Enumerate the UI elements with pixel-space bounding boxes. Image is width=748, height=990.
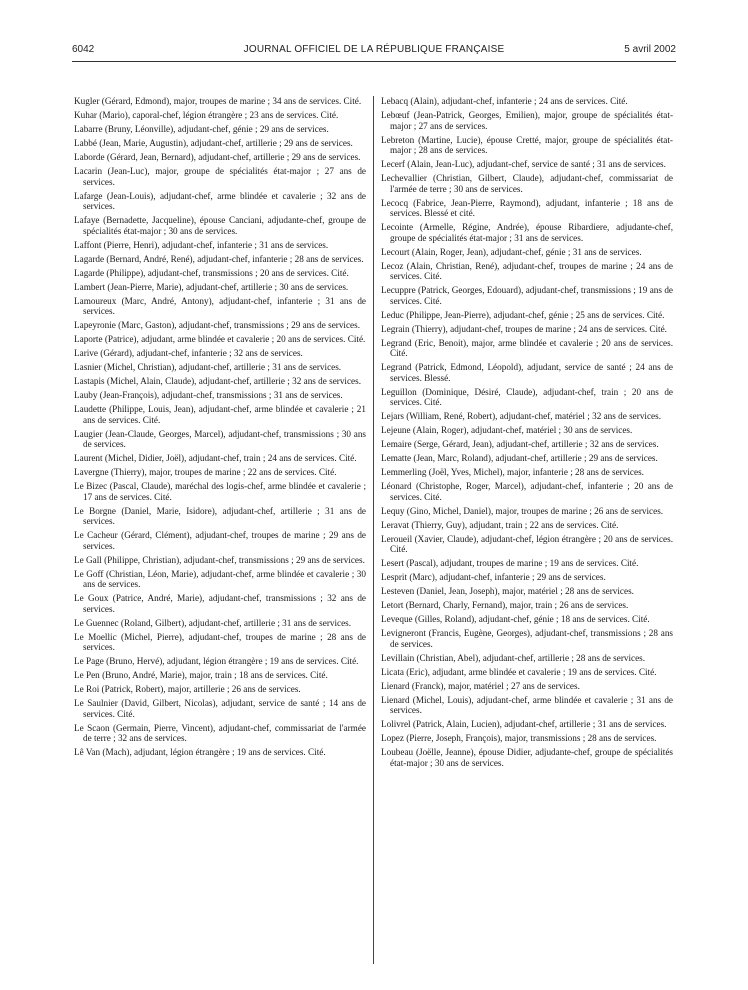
decoration-entry: Kugler (Gérard, Edmond), major, troupes de marine ; 34 ans de services. Cité.: [74, 96, 362, 106]
column-divider: [373, 96, 374, 964]
decoration-entry: Lavergne (Thierry), major, troupes de marine ; 22 ans de services. Cité.: [74, 467, 337, 477]
left-column: [74, 96, 366, 761]
decoration-entry: Laporte (Patrice), adjudant, arme blindée et cavalerie ; 20 ans de services. Cité.: [74, 334, 366, 344]
decoration-entry: Laugier (Jean-Claude, Georges, Marcel), adjudant-chef, transmissions ; 30 ans de services.: [74, 428, 366, 449]
decoration-entry: Lesert (Pascal), adjudant, troupes de marine ; 19 ans de services. Cité.: [381, 558, 639, 568]
page-header: [72, 44, 676, 58]
decoration-entry: Leguillon (Dominique, Désiré, Claude), adjudant-chef, train ; 20 ans de services. Cité.: [381, 386, 673, 407]
decoration-entry: Lechevallier (Christian, Gilbert, Claude), adjudant-chef, commissariat de l'armée de terre ; 30 ans de services.: [381, 173, 673, 194]
decoration-entry: Le Roi (Patrick, Robert), major, artillerie ; 26 ans de services.: [74, 684, 301, 694]
decoration-entry: Loubeau (Joëlle, Jeanne), épouse Didier, adjudante-chef, groupe de spécialités état-major ; 30 ans de services.: [381, 747, 673, 768]
decoration-entry: Lemmerling (Joël, Yves, Michel), major, infanterie ; 28 ans de services.: [381, 467, 644, 477]
decoration-entry: Lafarge (Jean-Louis), adjudant-chef, arme blindée et cavalerie ; 32 ans de services.: [74, 190, 366, 211]
decoration-entry: Licata (Eric), adjudant, arme blindée et cavalerie ; 19 ans de services. Cité.: [381, 666, 657, 677]
decoration-entry: Le Guennec (Roland, Gilbert), adjudant-chef, artillerie ; 31 ans de services.: [74, 617, 352, 628]
decoration-entry: Laffont (Pierre, Henri), adjudant-chef, infanterie ; 31 ans de services.: [74, 239, 329, 250]
decoration-entry: Lebœuf (Jean-Patrick, Georges, Emilien), major, groupe de spécialités état-major ; 27 ans de services.: [381, 110, 673, 131]
right-column: [381, 96, 673, 772]
decoration-entry: Labbé (Jean, Marie, Augustin), adjudant-chef, artillerie ; 29 ans de services.: [74, 138, 353, 148]
page-number: 6042: [72, 44, 95, 55]
decoration-entry: Lafaye (Bernadette, Jacqueline), épouse Canciani, adjudante-chef, groupe de spécialités état-major ; 30 ans de services.: [74, 215, 366, 236]
decoration-entry: Leveque (Gilles, Roland), adjudant-chef, génie ; 18 ans de services. Cité.: [381, 614, 650, 624]
decoration-entry: Leravat (Thierry, Guy), adjudant, train ; 22 ans de services. Cité.: [381, 519, 619, 530]
decoration-entry: Lequy (Gino, Michel, Daniel), major, troupes de marine ; 26 ans de services.: [381, 505, 664, 516]
decoration-entry: Le Page (Bruno, Hervé), adjudant, légion étrangère ; 19 ans de services. Cité.: [74, 656, 359, 666]
decoration-entry: Lamoureux (Marc, André, Antony), adjudant-chef, infanterie ; 31 ans de services.: [74, 295, 366, 316]
publication-date: 5 avril 2002: [624, 44, 676, 55]
decoration-entry: Lacarin (Jean-Luc), major, groupe de spécialités état-major ; 27 ans de services.: [74, 166, 366, 187]
decoration-entry: Lienard (Michel, Louis), adjudant-chef, arme blindée et cavalerie ; 31 ans de services.: [381, 694, 673, 715]
journal-title: JOURNAL OFFICIEL DE LA RÉPUBLIQUE FRANÇAISE: [243, 44, 505, 55]
decoration-entry: Leduc (Philippe, Jean-Pierre), adjudant-chef, génie ; 25 ans de services. Cité.: [381, 309, 665, 320]
decoration-entry: Le Pen (Bruno, André, Marie), major, train ; 18 ans de services. Cité.: [74, 670, 328, 680]
decoration-entry: Lambert (Jean-Pierre, Marie), adjudant-chef, artillerie ; 30 ans de services.: [74, 281, 349, 292]
decoration-entry: Lematte (Jean, Marc, Roland), adjudant-chef, artillerie ; 29 ans de services.: [381, 453, 658, 463]
decoration-entry: Lopez (Pierre, Joseph, François), major, transmissions ; 28 ans de services.: [381, 733, 657, 743]
decoration-entry: Lastapis (Michel, Alain, Claude), adjudant-chef, artillerie ; 32 ans de services.: [74, 376, 362, 386]
decoration-entry: Lasnier (Michel, Christian), adjudant-chef, artillerie ; 31 ans de services.: [74, 362, 342, 372]
decoration-entry: Larive (Gérard), adjudant-chef, infanterie ; 32 ans de services.: [74, 348, 303, 358]
decoration-entry: Levigneront (Francis, Eugène, Georges), adjudant-chef, transmissions ; 28 ans de services.: [381, 628, 673, 649]
decoration-entry: Legrand (Patrick, Edmond, Léopold), adjudant, service de santé ; 24 ans de services. Blessé.: [381, 362, 673, 383]
decoration-entry: Lebreton (Martine, Lucie), épouse Cretté, major, groupe de spécialités état-major ; 28 ans de services.: [381, 134, 673, 155]
decoration-entry: Lejars (William, René, Robert), adjudant-chef, matériel ; 32 ans de services.: [381, 411, 661, 421]
decoration-entry: Le Gall (Philippe, Christian), adjudant-chef, transmissions ; 29 ans de services.: [74, 554, 365, 565]
decoration-entry: Lagarde (Bernard, André, René), adjudant-chef, infanterie ; 28 ans de services.: [74, 253, 364, 264]
decoration-entry: Le Saulnier (David, Gilbert, Nicolas), adjudant, service de santé ; 14 ans de services. Cité.: [74, 698, 366, 719]
decoration-entry: Le Scaon (Germain, Pierre, Vincent), adjudant-chef, commissariat de l'armée de terre ; 32 ans de services.: [74, 722, 366, 743]
decoration-entry: Le Bizec (Pascal, Claude), maréchal des logis-chef, arme blindée et cavalerie ; 17 ans de services. Cité.: [74, 481, 366, 502]
decoration-entry: Le Moellic (Michel, Pierre), adjudant-chef, troupes de marine ; 28 ans de services.: [74, 631, 366, 652]
decoration-entry: Lesteven (Daniel, Jean, Joseph), major, matériel ; 28 ans de services.: [381, 586, 634, 596]
decoration-entry: Leroueil (Xavier, Claude), adjudant-chef, légion étrangère ; 20 ans de services. Cité.: [381, 533, 673, 554]
decoration-entry: Lecointe (Armelle, Régine, Andrée), épouse Ribardiere, adjudante-chef, groupe de spécialités état-major ; 31 ans de services.: [381, 222, 673, 243]
decoration-entry: Lienard (Franck), major, matériel ; 27 ans de services.: [381, 680, 580, 691]
decoration-entry: Lapeyronie (Marc, Gaston), adjudant-chef, transmissions ; 29 ans de services.: [74, 320, 361, 330]
decoration-entry: Legrain (Thierry), adjudant-chef, troupes de marine ; 24 ans de services. Cité.: [381, 323, 667, 334]
decoration-entry: Legrand (Eric, Benoit), major, arme blindée et cavalerie ; 20 ans de services. Cité.: [381, 337, 673, 358]
decoration-entry: Lecocq (Fabrice, Jean-Pierre, Raymond), adjudant, infanterie ; 18 ans de services. Blessé et cité.: [381, 197, 673, 218]
decoration-entry: Lemaire (Serge, Gérard, Jean), adjudant-chef, artillerie ; 32 ans de services.: [381, 439, 659, 449]
decoration-entry: Le Borgne (Daniel, Marie, Isidore), adjudant-chef, artillerie ; 31 ans de services.: [74, 505, 366, 526]
decoration-entry: Lauby (Jean-François), adjudant-chef, transmissions ; 31 ans de services.: [74, 390, 343, 400]
decoration-entry: Labarre (Bruny, Léonville), adjudant-chef, génie ; 29 ans de services.: [74, 124, 329, 134]
decoration-entry: Levillain (Christian, Abel), adjudant-chef, artillerie ; 28 ans de services.: [381, 652, 646, 663]
decoration-entry: Kuhar (Mario), caporal-chef, légion étrangère ; 23 ans de services. Cité.: [74, 110, 339, 120]
decoration-entry: Lecourt (Alain, Roger, Jean), adjudant-chef, génie ; 31 ans de services.: [381, 246, 642, 257]
decoration-entry: Le Cacheur (Gérard, Clément), adjudant-chef, troupes de marine ; 29 ans de services.: [74, 530, 366, 551]
decoration-entry: Léonard (Christophe, Roger, Marcel), adjudant-chef, infanterie ; 20 ans de services. Cité.: [381, 481, 673, 502]
decoration-entry: Laurent (Michel, Didier, Joël), adjudant-chef, train ; 24 ans de services. Cité.: [74, 453, 357, 463]
decoration-entry: Lecuppre (Patrick, Georges, Edouard), adjudant-chef, transmissions ; 19 ans de services. Cité.: [381, 285, 673, 306]
decoration-entry: Le Goff (Christian, Léon, Marie), adjudant-chef, arme blindée et cavalerie ; 30 ans de services.: [74, 568, 366, 589]
decoration-entry: Lê Van (Mach), adjudant, légion étrangère ; 19 ans de services. Cité.: [74, 747, 326, 757]
decoration-entry: Laborde (Gérard, Jean, Bernard), adjudant-chef, artillerie ; 29 ans de services.: [74, 152, 361, 162]
decoration-entry: Lecoz (Alain, Christian, René), adjudant-chef, troupes de marine ; 24 ans de services. Cité.: [381, 260, 673, 281]
header-rule: [72, 61, 676, 62]
decoration-entry: Lebacq (Alain), adjudant-chef, infanterie ; 24 ans de services. Cité.: [381, 96, 628, 106]
decoration-entry: Laudette (Philippe, Louis, Jean), adjudant-chef, arme blindée et cavalerie ; 21 ans de services. Cité.: [74, 404, 366, 425]
decoration-entry: Lecerf (Alain, Jean-Luc), adjudant-chef, service de santé ; 31 ans de services.: [381, 159, 666, 169]
decoration-entry: Lejeune (Alain, Roger), adjudant-chef, matériel ; 30 ans de services.: [381, 425, 633, 435]
decoration-entry: Le Goux (Patrice, André, Marie), adjudant-chef, transmissions ; 32 ans de services.: [74, 593, 366, 614]
decoration-entry: Letort (Bernard, Charly, Fernand), major, train ; 26 ans de services.: [381, 600, 629, 610]
decoration-entry: Lesprit (Marc), adjudant-chef, infanterie ; 29 ans de services.: [381, 572, 606, 582]
decoration-entry: Lolivrel (Patrick, Alain, Lucien), adjudant-chef, artillerie ; 31 ans de services.: [381, 719, 667, 729]
decoration-entry: Lagarde (Philippe), adjudant-chef, transmissions ; 20 ans de services. Cité.: [74, 267, 349, 278]
